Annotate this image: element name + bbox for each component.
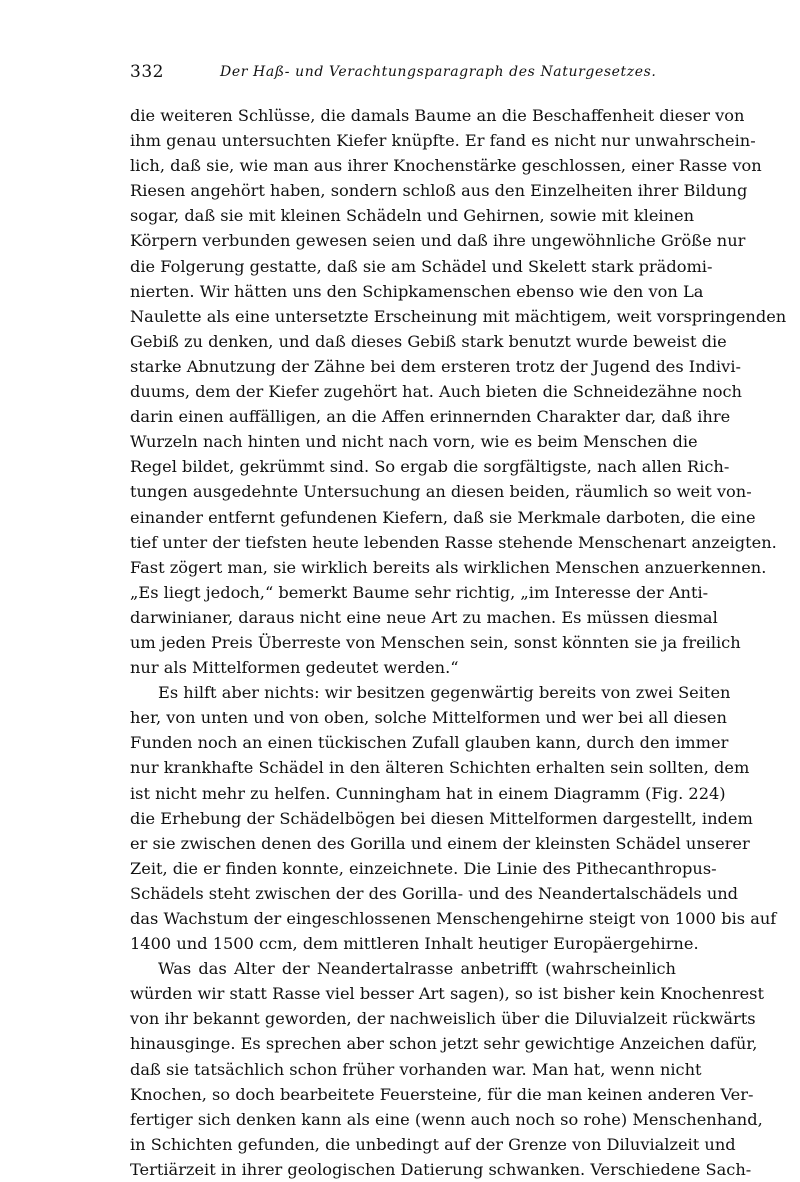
text-line: würden wir statt Rasse viel besser Art sagen), so ist bisher kein Knochenrest	[130, 984, 764, 1004]
text-line: Was das Alter der Neandertalrasse anbetrifft (wahrscheinlich	[158, 959, 676, 979]
text-line: Regel bildet, gekrümmt sind. So ergab die sorgfältigste, nach allen Rich-	[130, 457, 730, 477]
text-line: tief unter der tiefsten heute lebenden Rasse stehende Menschenart anzeigten.	[130, 532, 777, 552]
text-line: tungen ausgedehnte Untersuchung an diesen beiden, räumlich so weit von-	[130, 482, 752, 502]
body-text	[130, 103, 787, 1182]
text-line: nur krankhafte Schädel in den älteren Schichten erhalten sein sollten, dem	[130, 758, 750, 778]
text-line: nierten. Wir hätten uns den Schipkamenschen ebenso wie den von La	[130, 281, 704, 301]
text-line: Gebiß zu denken, und daß dieses Gebiß stark benutzt wurde beweist die	[130, 331, 727, 351]
text-line: die weiteren Schlüsse, die damals Baume an die Beschaffenheit dieser von	[130, 106, 745, 125]
text-line: daß sie tatsächlich schon früher vorhanden war. Man hat, wenn nicht	[130, 1059, 702, 1079]
text-line: her, von unten und von oben, solche Mittelformen und wer bei all diesen	[130, 708, 727, 728]
text-line: starke Abnutzung der Zähne bei dem ersteren trotz der Jugend des Indivi-	[130, 356, 741, 376]
paragraph-2	[130, 680, 777, 956]
paragraph-3	[130, 956, 764, 1182]
paragraph-1	[130, 103, 787, 680]
text-line: ist nicht mehr zu helfen. Cunningham hat in einem Diagramm (Fig. 224)	[130, 783, 726, 803]
text-line: sogar, daß sie mit kleinen Schädeln und Gehirnen, sowie mit kleinen	[130, 206, 695, 226]
text-line: die Folgerung gestatte, daß sie am Schädel und Skelett stark prädomi-	[130, 256, 713, 276]
text-line: „Es liegt jedoch,“ bemerkt Baume sehr richtig, „im Interesse der Anti-	[130, 582, 709, 602]
text-line: lich, daß sie, wie man aus ihrer Knochenstärke geschlossen, einer Rasse von	[130, 156, 762, 176]
text-line: Riesen angehört haben, sondern schloß aus den Einzelheiten ihrer Bildung	[130, 181, 748, 201]
text-line: Tertiärzeit in ihrer geologischen Datierung schwanken. Verschiedene Sach-	[130, 1159, 752, 1179]
running-head: Der Haß- und Verachtungsparagraph des Naturgesetzes.	[220, 64, 657, 80]
text-line: Funden noch an einen tückischen Zufall glauben kann, durch den immer	[130, 733, 729, 753]
text-line: Körpern verbunden gewesen seien und daß ihre ungewöhnliche Größe nur	[130, 231, 746, 251]
text-line: Wurzeln nach hinten und nicht nach vorn, wie es beim Menschen die	[130, 432, 698, 452]
text-line: darin einen auffälligen, an die Affen erinnernden Charakter dar, daß ihre	[130, 407, 731, 427]
text-line: nur als Mittelformen gedeutet werden.“	[130, 658, 459, 678]
text-line: Naulette als eine untersetzte Erscheinung mit mächtigem, weit vorspringenden	[130, 306, 787, 326]
text-line: um jeden Preis Überreste von Menschen sein, sonst könnten sie ja freilich	[130, 632, 741, 652]
page-header	[130, 62, 690, 86]
text-line: er sie zwischen denen des Gorilla und einem der kleinsten Schädel unserer	[130, 833, 750, 853]
text-line: Schädels steht zwischen der des Gorilla- und des Neandertalschädels und	[130, 883, 739, 903]
text-line: ihm genau untersuchten Kiefer knüpfte. Er fand es nicht nur unwahrschein-	[130, 131, 756, 151]
text-line: Fast zögert man, sie wirklich bereits als wirklichen Menschen anzuerkennen.	[130, 557, 767, 577]
text-line: 1400 und 1500 ccm, dem mittleren Inhalt heutiger Europäergehirne.	[130, 934, 699, 954]
text-line: das Wachstum der eingeschlossenen Menschengehirne steigt von 1000 bis auf	[130, 909, 777, 928]
text-line: duums, dem der Kiefer zugehört hat. Auch bieten die Schneidezähne noch	[130, 382, 742, 402]
text-line: hinausginge. Es sprechen aber schon jetzt sehr gewichtige Anzeichen dafür,	[130, 1034, 758, 1054]
text-line: Knochen, so doch bearbeitete Feuersteine, für die man keinen anderen Ver-	[130, 1084, 754, 1104]
text-line: darwinianer, daraus nicht eine neue Art zu machen. Es müssen diesmal	[130, 607, 718, 627]
text-line: die Erhebung der Schädelbögen bei diesen Mittelformen dargestellt, indem	[130, 808, 753, 828]
text-line: einander entfernt gefundenen Kiefern, daß sie Merkmale darboten, die eine	[130, 507, 756, 527]
text-line: von ihr bekannt geworden, der nachweislich über die Diluvialzeit rückwärts	[130, 1009, 756, 1029]
text-line: fertiger sich denken kann als eine (wenn auch noch so rohe) Menschenhand,	[130, 1109, 763, 1129]
text-line: in Schichten gefunden, die unbedingt auf der Grenze von Diluvialzeit und	[130, 1134, 736, 1154]
text-line: Zeit, die er finden konnte, einzeichnete. Die Linie des Pithecanthropus-	[130, 858, 717, 878]
text-line: Es hilft aber nichts: wir besitzen gegenwärtig bereits von zwei Seiten	[158, 683, 731, 703]
page-number: 332	[130, 62, 164, 82]
